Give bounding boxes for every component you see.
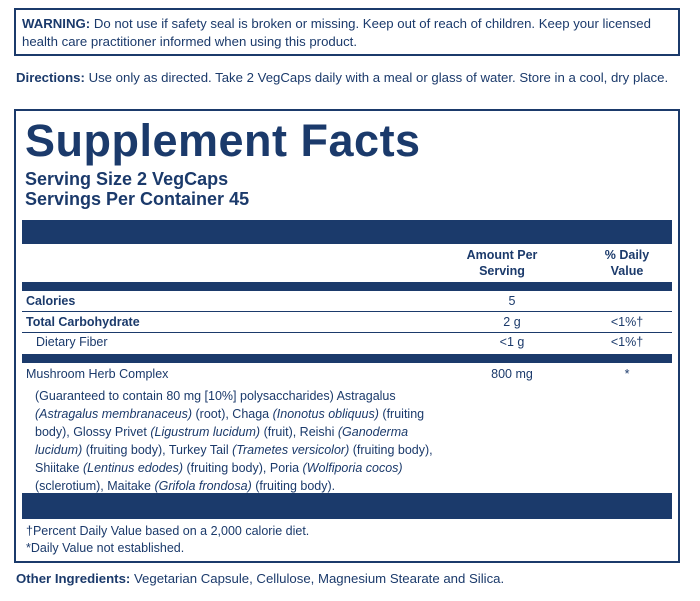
supplement-facts-panel: [14, 109, 680, 563]
serving-size: Serving Size 2 VegCaps: [25, 169, 229, 189]
row-amount: 5: [508, 294, 516, 308]
species-name: (Trametes versicolor): [232, 443, 350, 457]
directions: [16, 69, 686, 86]
row-label: Total Carbohydrate: [26, 315, 140, 329]
species-name: (Wolfiporia cocos): [302, 461, 403, 475]
footnote-daily-value: †Percent Daily Value based on a 2,000 calorie diet.: [26, 524, 310, 538]
medium-divider: [22, 282, 672, 291]
species-name: (Grifola frondosa): [154, 479, 252, 493]
complex-description: [35, 387, 435, 495]
species-name: (Ligustrum lucidum): [150, 425, 261, 439]
thick-divider: [22, 493, 672, 519]
description-text: (root), Chaga: [192, 407, 273, 421]
row-divider: [22, 311, 672, 312]
row-divider: [22, 332, 672, 333]
warning-box: [14, 8, 680, 56]
row-dv: <1%†: [610, 335, 644, 349]
warning-text: Do not use if safety seal is broken or missing. Keep out of reach of children. Keep your licensed health care practitioner informed when using this product.: [22, 16, 651, 49]
complex-dv: *: [624, 367, 630, 381]
complex-label: Mushroom Herb Complex: [26, 367, 169, 381]
facts-title: Supplement Facts: [25, 115, 421, 166]
species-name: (Lentinus edodes): [82, 461, 184, 475]
description-text: (fruiting body).: [251, 479, 336, 493]
other-ingredients-text: Vegetarian Capsule, Cellulose, Magnesium Stearate and Silica.: [133, 571, 505, 586]
thick-divider: [22, 220, 672, 244]
warning-label: WARNING:: [22, 16, 91, 31]
species-name: (Inonotus obliquus): [272, 407, 379, 421]
description-text: (fruiting body), Shiitake: [35, 443, 433, 475]
description-text: (fruiting body), Glossy Privet: [35, 407, 425, 439]
complex-amount: 800 mg: [491, 367, 533, 381]
row-amount: <1 g: [499, 335, 525, 349]
daily-value-header: % Daily Value: [604, 248, 650, 278]
row-dv: <1%†: [610, 315, 644, 329]
description-text: (fruit), Reishi: [260, 425, 338, 439]
medium-divider: [22, 354, 672, 363]
amount-per-serving-header: Amount Per Serving: [466, 248, 538, 278]
other-ingredients-label: Other Ingredients:: [16, 571, 131, 586]
description-text: (fruiting body), Poria: [183, 461, 303, 475]
row-label: Dietary Fiber: [36, 335, 108, 349]
row-label: Calories: [26, 294, 76, 308]
description-text: (Guaranteed to contain 80 mg [10%] polysaccharides) Astragalus: [35, 389, 396, 403]
footnote-not-established: *Daily Value not established.: [26, 541, 185, 555]
servings-per-container: Servings Per Container 45: [25, 189, 250, 209]
directions-label: Directions:: [16, 70, 85, 85]
description-text: (sclerotium), Maitake: [35, 479, 155, 493]
species-name: (Ganoderma lucidum): [35, 425, 409, 457]
description-text: (fruiting body), Turkey Tail: [82, 443, 233, 457]
directions-text: Use only as directed. Take 2 VegCaps daily with a meal or glass of water. Store in a cool, dry place.: [88, 70, 669, 85]
other-ingredients: [16, 570, 504, 588]
row-amount: 2 g: [503, 315, 521, 329]
species-name: (Astragalus membranaceus): [35, 407, 193, 421]
